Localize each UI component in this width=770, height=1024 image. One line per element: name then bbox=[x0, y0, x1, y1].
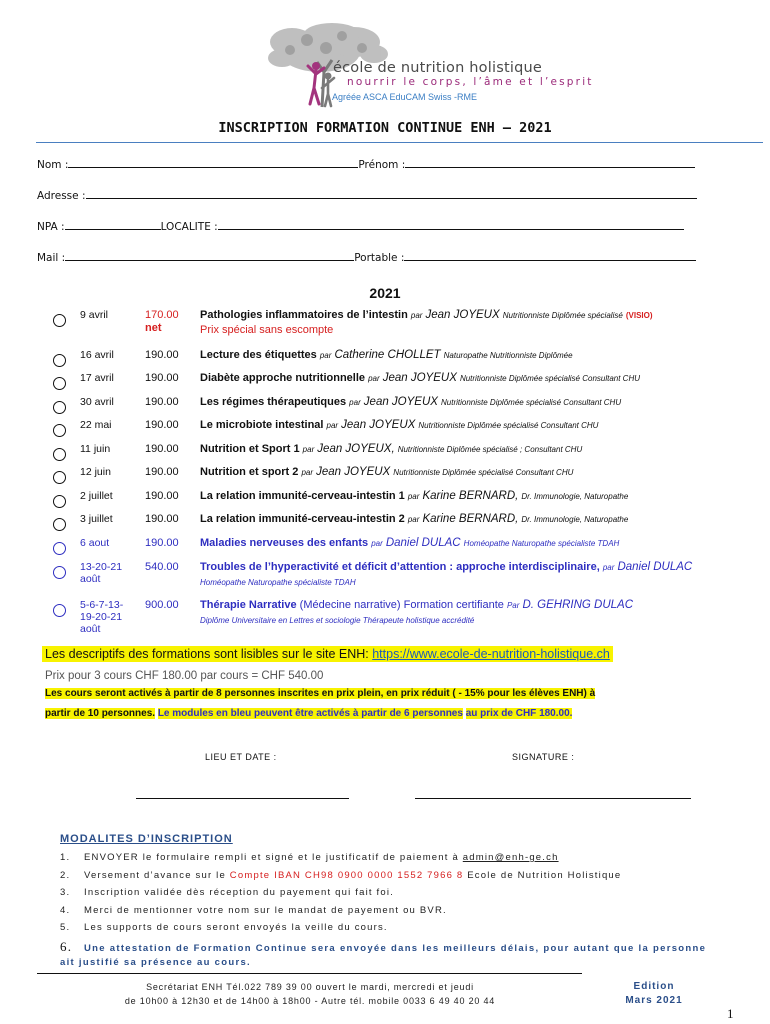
course-price: 190.00 bbox=[145, 490, 179, 502]
price-3-courses: Prix pour 3 cours CHF 180.00 par cours = CHF 540.00 bbox=[45, 670, 324, 682]
year-heading: 2021 bbox=[369, 285, 401, 301]
modalites-item-1: 1. ENVOYER le formulaire rempli et signé et le justificatif de paiement à admin@enh-ge.ch bbox=[60, 852, 559, 863]
lieu-date-line[interactable] bbox=[136, 798, 349, 799]
course-speaker: Jean JOYEUX, bbox=[317, 443, 395, 455]
course-date: 30 avril bbox=[80, 396, 114, 408]
course-price: 190.00 bbox=[145, 372, 179, 384]
modalites-item-3: 3. Inscription validée dès réception du payement qui fait foi. bbox=[60, 887, 395, 898]
course-date: 16 avril bbox=[80, 349, 114, 361]
nom-label: Nom : bbox=[37, 159, 69, 171]
prenom-label: Prénom : bbox=[358, 159, 406, 171]
modalites-item-2: 2. Versement d’avance sur le Compte IBAN CH98 0900 0000 1552 7966 8 Ecole de Nutrition Holistique bbox=[60, 869, 622, 881]
course-speaker-desc: Nutritionniste Diplômée spécialisé Consultant CHU bbox=[441, 398, 622, 407]
course-title bbox=[200, 598, 633, 628]
course-speaker: Karine BERNARD, bbox=[422, 490, 519, 502]
npa-field[interactable] bbox=[65, 220, 161, 230]
edition-date: Mars 2021 bbox=[625, 995, 683, 1006]
course-speaker-desc: Nutritionniste Diplômée spécialisé ; Consultant CHU bbox=[397, 445, 583, 454]
course-price: 190.00 bbox=[145, 513, 179, 525]
course-speaker-desc: Nutritionniste Diplômée spécialisé bbox=[502, 311, 623, 320]
course-radio[interactable] bbox=[53, 401, 66, 414]
modalites-heading: MODALITES D’INSCRIPTION bbox=[60, 833, 233, 845]
course-price: 190.00 bbox=[145, 537, 179, 549]
form-row-name bbox=[37, 158, 695, 171]
course-price: 540.00 bbox=[145, 561, 179, 573]
course-by: par bbox=[349, 398, 361, 407]
course-title bbox=[200, 560, 700, 590]
logo-tagline: nourrir le corps, l’âme et l’esprit bbox=[347, 76, 594, 88]
footer-divider bbox=[37, 973, 582, 974]
form-row-address bbox=[37, 189, 697, 202]
course-speaker-desc: Nutritionniste Diplômée spécialisé Consultant CHU bbox=[393, 468, 574, 477]
course-by: par bbox=[301, 468, 314, 477]
npa-label: NPA : bbox=[37, 221, 65, 233]
mail-label: Mail : bbox=[37, 252, 66, 264]
course-visio-badge: (VISIO) bbox=[625, 311, 653, 320]
course-speaker: Jean JOYEUX bbox=[363, 396, 438, 408]
course-radio[interactable] bbox=[53, 424, 66, 437]
modalites-item-4: 4. Merci de mentionner votre nom sur le mandat de payement ou BVR. bbox=[60, 904, 447, 916]
modalites-list bbox=[60, 849, 740, 937]
prenom-field[interactable] bbox=[405, 158, 695, 168]
adresse-field[interactable] bbox=[86, 189, 697, 199]
course-speaker-desc: Dr. Immunologie, Naturopathe bbox=[521, 515, 629, 524]
page-number: 1 bbox=[727, 1006, 734, 1021]
activation-part3: Le modules en bleu peuvent être activés à partir de 6 personnes bbox=[157, 708, 463, 719]
course-speaker: D. GEHRING DULAC bbox=[522, 599, 633, 611]
edition-label: Edition bbox=[633, 981, 675, 992]
course-speaker: Daniel DULAC bbox=[617, 561, 693, 573]
course-price: 190.00 bbox=[145, 466, 179, 478]
course-speaker-desc: Homéopathe Naturopathe spécialiste TDAH bbox=[200, 578, 356, 587]
logo-title: école de nutrition holistique bbox=[333, 60, 542, 76]
course-radio[interactable] bbox=[53, 542, 66, 555]
course-speaker-desc: Homéopathe Naturopathe spécialiste TDAH bbox=[463, 539, 620, 548]
course-by: par bbox=[319, 351, 332, 360]
lieu-date-label: LIEU ET DATE : bbox=[205, 752, 277, 762]
course-name: Le microbiote intestinal bbox=[200, 419, 324, 431]
course-speaker-desc: Nutritionniste Diplômée spécialisé Consultant CHU bbox=[459, 374, 641, 383]
descriptifs-text: Les descriptifs des formations sont lisibles sur le site ENH: bbox=[45, 647, 373, 661]
descriptifs-line bbox=[42, 646, 613, 662]
footer-contact bbox=[60, 980, 560, 1008]
course-name: Thérapie Narrative bbox=[200, 599, 297, 611]
course-date: 17 avril bbox=[80, 372, 114, 384]
course-speaker: Jean JOYEUX bbox=[382, 372, 457, 384]
footer-line-2: de 10h00 à 12h30 et de 14h00 à 18h00 - Autre tél. mobile 0033 6 49 40 20 44 bbox=[124, 996, 496, 1006]
course-by: par bbox=[602, 563, 615, 572]
course-date: 6 aout bbox=[80, 537, 110, 549]
page-title: INSCRIPTION FORMATION CONTINUE ENH – 2021 bbox=[218, 120, 552, 136]
course-date: 13-20-21 août bbox=[80, 561, 123, 585]
course-price: 170.00 net bbox=[145, 309, 179, 334]
nom-field[interactable] bbox=[68, 158, 358, 168]
footer-line-1: Secrétariat ENH Tél.022 789 39 00 ouvert le mardi, mercredi et jeudi bbox=[146, 982, 474, 992]
course-name: Pathologies inflammatoires de l’intestin bbox=[200, 309, 408, 321]
form-row-locality bbox=[37, 220, 684, 233]
course-speaker: Jean JOYEUX bbox=[316, 466, 391, 478]
course-speaker: Karine BERNARD, bbox=[422, 513, 519, 525]
course-name: La relation immunité-cerveau-intestin 1 bbox=[200, 490, 405, 502]
signature-label: SIGNATURE : bbox=[512, 752, 575, 762]
form-row-contact bbox=[37, 251, 696, 264]
website-link[interactable]: https://www.ecole-de-nutrition-holistique.ch bbox=[372, 647, 610, 661]
course-radio[interactable] bbox=[53, 518, 66, 531]
email-link[interactable]: admin@enh-ge.ch bbox=[462, 852, 559, 863]
course-title bbox=[200, 395, 621, 410]
course-radio[interactable] bbox=[53, 604, 66, 617]
course-price: 190.00 bbox=[145, 396, 179, 408]
course-name: Diabète approche nutritionnelle bbox=[200, 372, 366, 384]
course-by: par bbox=[407, 515, 420, 524]
course-by: par bbox=[410, 311, 423, 320]
course-price: 190.00 bbox=[145, 349, 179, 361]
course-radio[interactable] bbox=[53, 314, 66, 327]
activation-note bbox=[45, 684, 765, 724]
course-name: Lecture des étiquettes bbox=[200, 349, 317, 361]
modalites-item-6: 6. Une attestation de Formation Continue sera envoyée dans les meilleurs délais, pour autant que la personne ait justifié sa présence au cours. bbox=[60, 939, 707, 968]
course-name: Les régimes thérapeutiques bbox=[200, 396, 347, 408]
course-by: par bbox=[302, 445, 315, 454]
iban: Compte IBAN CH98 0900 0000 1552 7966 8 bbox=[229, 869, 464, 881]
course-speaker: Catherine CHOLLET bbox=[334, 349, 441, 361]
course-price: 190.00 bbox=[145, 443, 179, 455]
course-speaker: Jean JOYEUX bbox=[341, 419, 416, 431]
course-price: 190.00 bbox=[145, 419, 179, 431]
course-by: par bbox=[368, 374, 380, 383]
logo-agreement: Agréée ASCA EduCAM Swiss -RME bbox=[332, 92, 478, 102]
course-name: Nutrition et Sport 1 bbox=[200, 443, 300, 455]
course-title bbox=[200, 536, 619, 551]
course-name: Troubles de l’hyperactivité et déficit d’attention : approche interdisciplinaire, bbox=[200, 561, 600, 573]
course-radio[interactable] bbox=[53, 377, 66, 390]
course-date: 5-6-7-13-19-20-21 août bbox=[80, 599, 124, 635]
course-date: 2 juillet bbox=[80, 490, 113, 502]
course-title bbox=[200, 489, 628, 504]
course-date: 3 juillet bbox=[80, 513, 113, 525]
course-speaker-desc: Dr. Immunologie, Naturopathe bbox=[521, 492, 629, 501]
title-divider bbox=[36, 142, 763, 143]
course-title bbox=[200, 465, 573, 480]
course-price: 900.00 bbox=[145, 599, 179, 611]
mail-field[interactable] bbox=[65, 251, 354, 261]
course-name: Maladies nerveuses des enfants bbox=[200, 537, 369, 549]
course-radio[interactable] bbox=[53, 566, 66, 579]
signature-line[interactable] bbox=[415, 798, 691, 799]
course-radio[interactable] bbox=[53, 448, 66, 461]
course-note: Prix spécial sans escompte bbox=[200, 324, 334, 336]
course-title bbox=[200, 308, 653, 337]
course-title bbox=[200, 371, 640, 386]
adresse-label: Adresse : bbox=[37, 190, 86, 202]
course-date: 12 juin bbox=[80, 466, 111, 478]
localite-label: LOCALITE : bbox=[160, 221, 218, 233]
course-name: Nutrition et sport 2 bbox=[200, 466, 299, 478]
course-title bbox=[200, 418, 598, 433]
course-radio[interactable] bbox=[53, 495, 66, 508]
course-speaker-desc: Naturopathe Nutritionniste Diplômée bbox=[443, 351, 573, 360]
course-speaker-desc: Nutritionniste Diplômée spécialisé Consultant CHU bbox=[418, 421, 599, 430]
course-speaker: Jean JOYEUX bbox=[425, 309, 500, 321]
activation-part2: partir de 10 personnes. bbox=[45, 708, 156, 719]
course-name: La relation immunité-cerveau-intestin 2 bbox=[200, 513, 405, 525]
course-speaker: Daniel DULAC bbox=[385, 537, 461, 549]
course-name-extra: (Médecine narrative) Formation certifiante bbox=[299, 599, 504, 611]
course-by: par bbox=[407, 492, 420, 501]
course-by: par bbox=[371, 539, 383, 548]
course-radio[interactable] bbox=[53, 471, 66, 484]
course-date: 9 avril bbox=[80, 309, 109, 321]
portable-label: Portable : bbox=[354, 252, 405, 264]
course-title bbox=[200, 348, 573, 363]
portable-field[interactable] bbox=[404, 251, 696, 261]
course-date: 22 mai bbox=[80, 419, 112, 431]
course-speaker-desc: Diplôme Universitaire en Lettres et sociologie Thérapeute holistique accrédité bbox=[200, 616, 475, 625]
course-date: 11 juin bbox=[80, 443, 111, 455]
course-title bbox=[200, 512, 628, 527]
course-by: par bbox=[326, 421, 339, 430]
edition-info bbox=[612, 980, 696, 1008]
localite-field[interactable] bbox=[218, 220, 684, 230]
course-by: Par bbox=[506, 601, 520, 610]
activation-part1: Les cours seront activés à partir de 8 personnes inscrites en prix plein, en prix réduit ( - 15% pour les élèves ENH) à bbox=[45, 688, 596, 699]
course-radio[interactable] bbox=[53, 354, 66, 367]
modalites-item-5: 5. Les supports de cours seront envoyés la veille du cours. bbox=[60, 922, 388, 933]
activation-part4: au prix de CHF 180.00. bbox=[465, 708, 573, 719]
course-title bbox=[200, 442, 582, 457]
